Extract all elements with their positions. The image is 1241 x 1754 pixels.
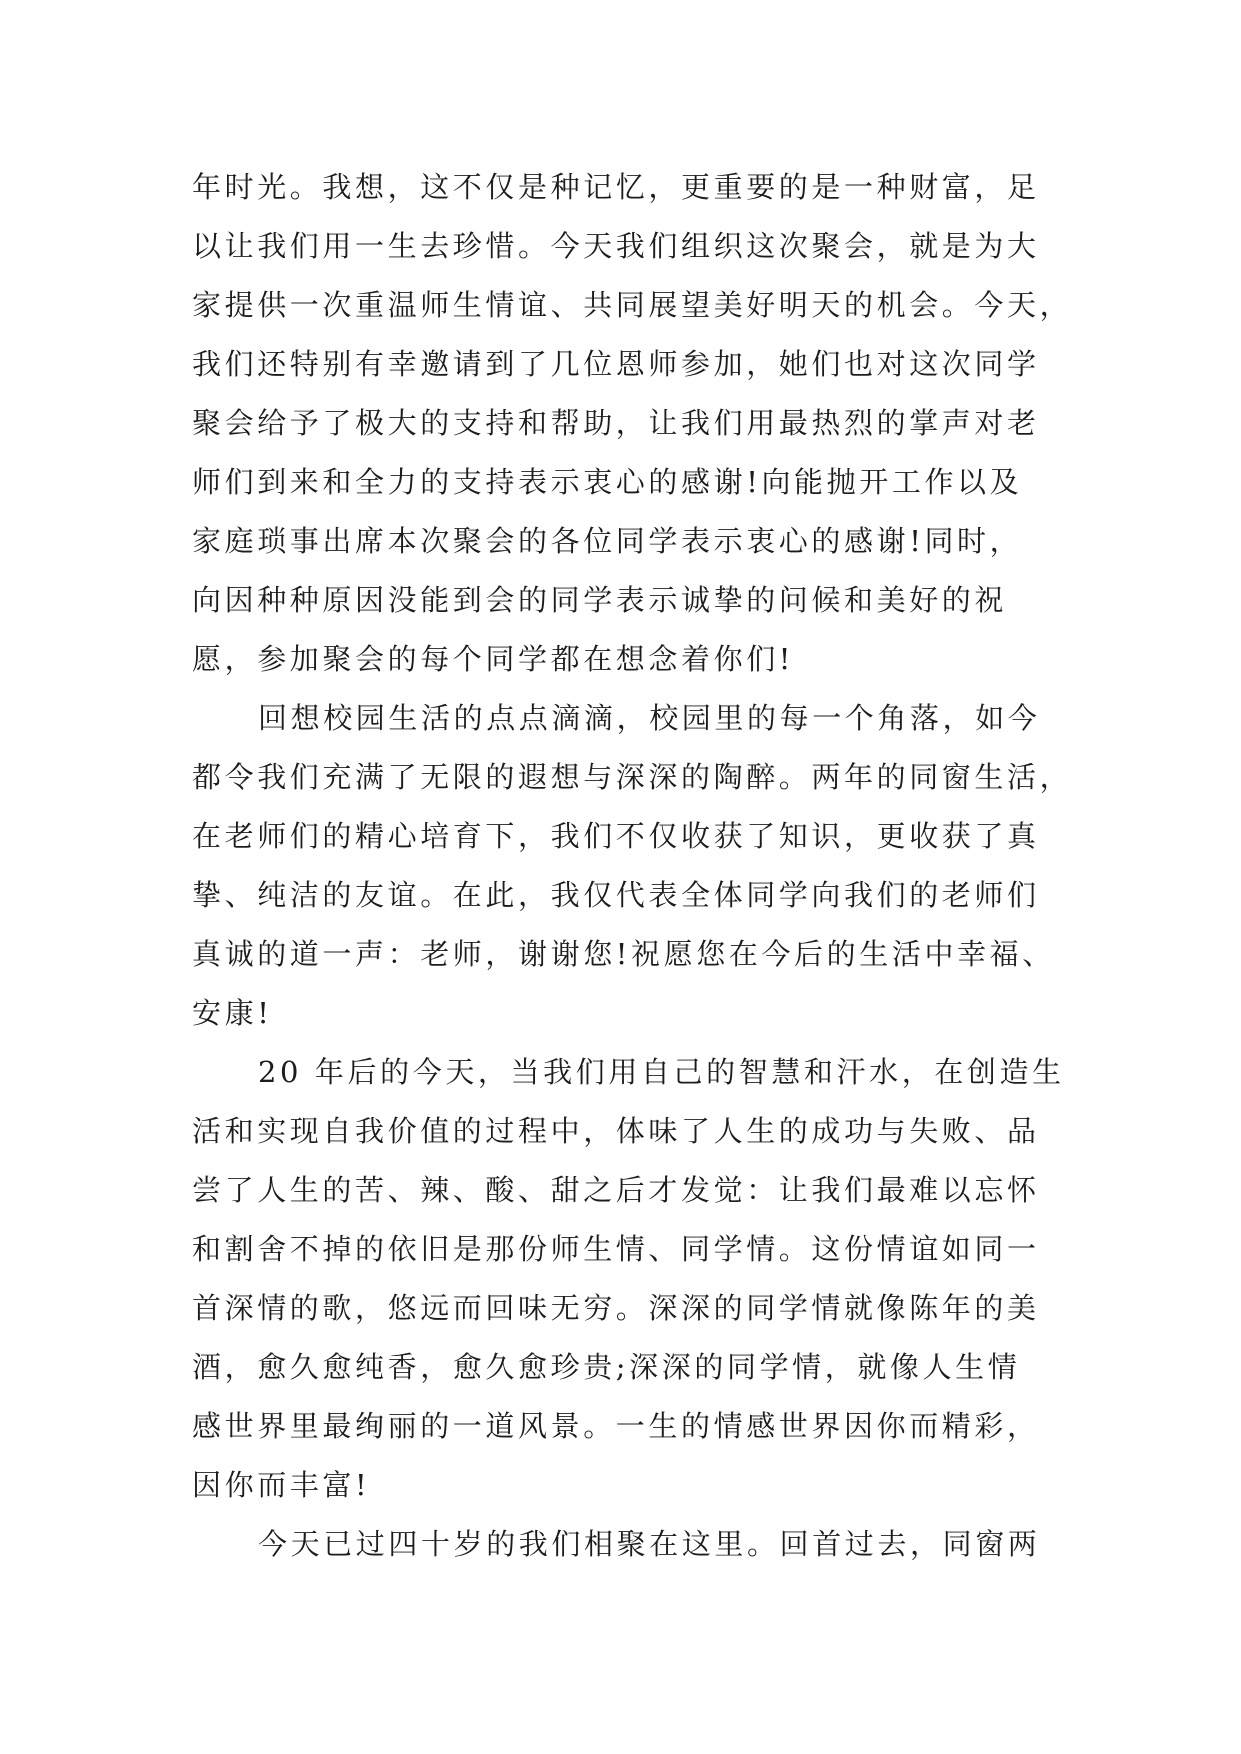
text-line: 活和实现自我价值的过程中，体味了人生的成功与失败、品 <box>192 1114 1040 1148</box>
text-line: 向因种种原因没能到会的同学表示诚挚的问候和美好的祝 <box>192 583 1008 617</box>
text-line: 挚、纯洁的友谊。在此，我仅代表全体同学向我们的老师们 <box>192 878 1040 912</box>
text-line: 安康! <box>192 996 273 1030</box>
paragraph-start-line: 回想校园生活的点点滴滴，校园里的每一个角落，如今 <box>258 701 1041 735</box>
text-line: 我们还特别有幸邀请到了几位恩师参加，她们也对这次同学 <box>192 347 1040 381</box>
paragraph-start-line: 今天已过四十岁的我们相聚在这里。回首过去，同窗两 <box>258 1527 1041 1561</box>
text-line: 在老师们的精心培育下，我们不仅收获了知识，更收获了真 <box>192 819 1040 853</box>
text-line: 酒，愈久愈纯香，愈久愈珍贵;深深的同学情，就像人生情 <box>192 1350 1021 1384</box>
text-line: 年时光。我想，这不仅是种记忆，更重要的是一种财富，足 <box>192 170 1040 204</box>
text-line: 家提供一次重温师生情谊、共同展望美好明天的机会。今天， <box>192 288 1073 322</box>
text-line: 因你而丰富! <box>192 1468 371 1502</box>
text-line: 尝了人生的苦、辣、酸、甜之后才发觉：让我们最难以忘怀 <box>192 1173 1040 1207</box>
text-line: 首深情的歌，悠远而回味无穷。深深的同学情就像陈年的美 <box>192 1291 1040 1325</box>
text-line: 真诚的道一声：老师，谢谢您!祝愿您在今后的生活中幸福、 <box>192 937 1055 971</box>
text-line: 家庭琐事出席本次聚会的各位同学表示衷心的感谢!同时， <box>192 524 1023 558</box>
paragraph-start-line: 20 年后的今天，当我们用自己的智慧和汗水，在创造生 <box>258 1055 1065 1089</box>
text-line: 都令我们充满了无限的遐想与深深的陶醉。两年的同窗生活， <box>192 760 1073 794</box>
text-line: 感世界里最绚丽的一道风景。一生的情感世界因你而精彩， <box>192 1409 1040 1443</box>
text-line: 师们到来和全力的支持表示衷心的感谢!向能抛开工作以及 <box>192 465 1023 499</box>
text-line: 聚会给予了极大的支持和帮助，让我们用最热烈的掌声对老 <box>192 406 1040 440</box>
body-text <box>192 158 1072 1574</box>
text-line: 愿，参加聚会的每个同学都在想念着你们! <box>192 642 795 676</box>
text-line: 以让我们用一生去珍惜。今天我们组织这次聚会，就是为大 <box>192 229 1040 263</box>
text-line: 和割舍不掉的依旧是那份师生情、同学情。这份情谊如同一 <box>192 1232 1040 1266</box>
